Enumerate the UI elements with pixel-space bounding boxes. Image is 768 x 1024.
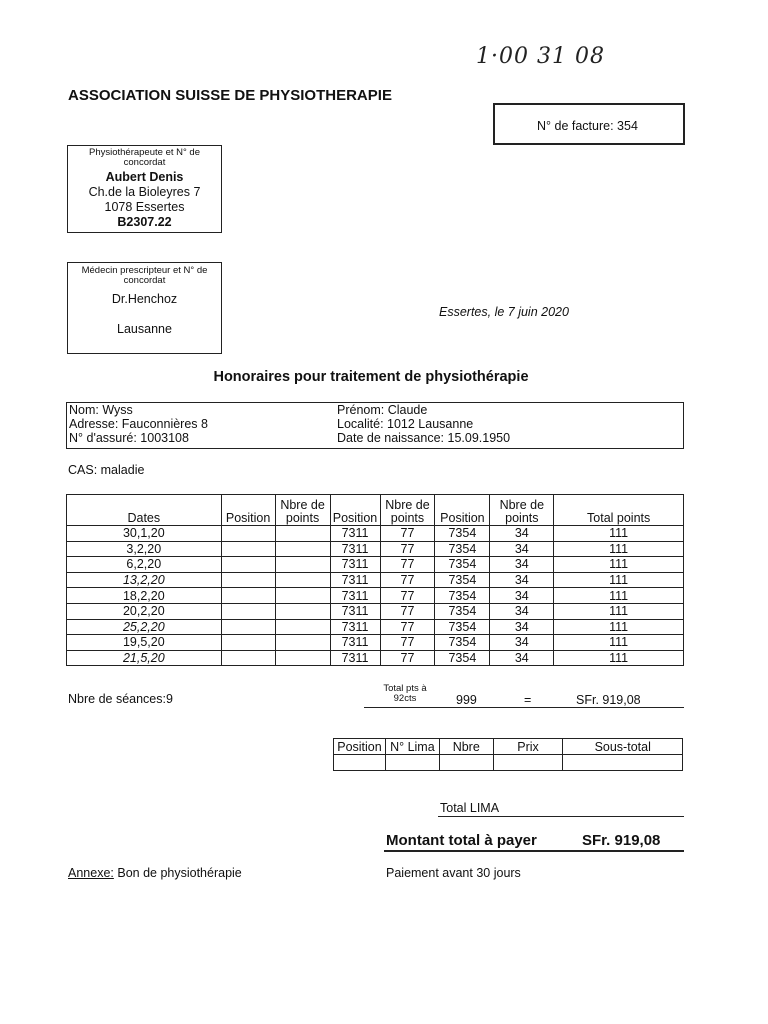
cell-total-points: 111	[554, 619, 684, 635]
cell-total-points: 111	[554, 541, 684, 557]
total-points-label-line1: Total pts à	[383, 683, 427, 694]
annexe-text: Bon de physiothérapie	[117, 866, 242, 880]
cell-position-3: 7354	[435, 557, 490, 573]
cell-date: 13,2,20	[67, 572, 222, 588]
patient-birthdate: Date de naissance: 15.09.1950	[337, 431, 511, 445]
patient-insured-number: N° d'assuré: 1003108	[69, 431, 189, 445]
table-row	[67, 603, 684, 619]
header-dates: Dates	[67, 495, 222, 526]
cell-position-1	[221, 650, 275, 666]
therapist-name: Aubert Denis	[105, 170, 184, 184]
cell-points-1	[275, 572, 330, 588]
cell-points-1	[275, 541, 330, 557]
cell-total-points: 111	[554, 635, 684, 651]
cell-position-3: 7354	[435, 635, 490, 651]
handwritten-reference: 1·00 31 08	[476, 44, 605, 69]
patient-info-box	[66, 402, 684, 449]
therapist-concordat: B2307.22	[117, 215, 172, 229]
cell-date: 18,2,20	[67, 588, 222, 604]
lima-header-number: N° Lima	[385, 739, 439, 755]
total-points-label-line2: 92cts	[393, 693, 417, 704]
cell-points-3: 34	[490, 588, 554, 604]
payment-terms: Paiement avant 30 jours	[386, 866, 521, 880]
cell-position-2: 7311	[330, 603, 380, 619]
cell-position-3: 7354	[435, 588, 490, 604]
cell-points-1	[275, 603, 330, 619]
total-points-value: 999	[456, 693, 477, 707]
cell-position-1	[221, 635, 275, 651]
table-row	[67, 588, 684, 604]
table-row	[67, 557, 684, 573]
cell-total-points: 111	[554, 588, 684, 604]
total-points-rule	[364, 707, 684, 708]
cell-points-1	[275, 635, 330, 651]
patient-address: Adresse: Fauconnières 8	[69, 417, 208, 431]
cell-points-1	[275, 588, 330, 604]
cell-position-2: 7311	[330, 588, 380, 604]
cell-points-3: 34	[490, 603, 554, 619]
cell-position-3: 7354	[435, 526, 490, 542]
cell-points-3: 34	[490, 526, 554, 542]
cell-points-3: 34	[490, 635, 554, 651]
table-row	[67, 619, 684, 635]
total-points-label	[380, 684, 430, 704]
table-row	[67, 526, 684, 542]
cell-position-3: 7354	[435, 603, 490, 619]
header-position-3: Position	[435, 495, 490, 526]
cell-points-2: 77	[380, 557, 435, 573]
lima-table	[333, 738, 683, 771]
cell-total-points: 111	[554, 526, 684, 542]
cell-position-3: 7354	[435, 650, 490, 666]
total-lima-label: Total LIMA	[440, 801, 500, 815]
header-points-1: Nbre de points	[275, 495, 330, 526]
cell-position-1	[221, 541, 275, 557]
cell-points-2: 77	[380, 650, 435, 666]
invoice-number: N° de facture: 354	[537, 119, 638, 133]
cell-date: 20,2,20	[67, 603, 222, 619]
annexe-label: Annexe:	[68, 866, 114, 880]
cell-points-2: 77	[380, 572, 435, 588]
cell-points-2: 77	[380, 526, 435, 542]
doctor-label: Médecin prescripteur et N° de concordat	[81, 265, 208, 286]
total-to-pay-label: Montant total à payer	[386, 832, 537, 849]
table-row	[67, 572, 684, 588]
cell-points-1	[275, 619, 330, 635]
cell-points-3: 34	[490, 619, 554, 635]
treatments-table	[66, 494, 684, 666]
cell-points-3: 34	[490, 650, 554, 666]
header-points-2: Nbre de points	[380, 495, 435, 526]
cell-points-2: 77	[380, 603, 435, 619]
table-row	[334, 755, 683, 771]
header-total-points: Total points	[554, 495, 684, 526]
cell-position-3: 7354	[435, 572, 490, 588]
cell-position-2: 7311	[330, 541, 380, 557]
cell-position-2: 7311	[330, 572, 380, 588]
table-row	[67, 541, 684, 557]
equals-sign: =	[524, 693, 532, 707]
cell-date: 19,5,20	[67, 635, 222, 651]
case-type: CAS: maladie	[68, 463, 145, 477]
table-row	[67, 635, 684, 651]
cell-date: 6,2,20	[67, 557, 222, 573]
patient-locality: Localité: 1012 Lausanne	[337, 417, 474, 431]
annexe	[68, 866, 242, 880]
total-to-pay-amount: SFr. 919,08	[582, 832, 661, 849]
cell-position-2: 7311	[330, 526, 380, 542]
cell-position-1	[221, 557, 275, 573]
cell-date: 30,1,20	[67, 526, 222, 542]
cell-points-3: 34	[490, 557, 554, 573]
cell-date: 3,2,20	[67, 541, 222, 557]
cell-total-points: 111	[554, 650, 684, 666]
cell-total-points: 111	[554, 572, 684, 588]
cell-total-points: 111	[554, 557, 684, 573]
cell-position-3: 7354	[435, 541, 490, 557]
invoice-number-box	[493, 103, 685, 145]
sessions-count: Nbre de séances:9	[68, 692, 173, 706]
lima-header-quantity: Nbre	[439, 739, 493, 755]
lima-header-price: Prix	[493, 739, 563, 755]
total-lima-rule	[438, 816, 684, 817]
therapist-box	[67, 145, 222, 233]
cell-position-1	[221, 526, 275, 542]
cell-points-2: 77	[380, 619, 435, 635]
doctor-name: Dr.Henchoz	[111, 292, 178, 306]
header-position-2: Position	[330, 495, 380, 526]
cell-position-1	[221, 572, 275, 588]
doctor-box	[67, 262, 222, 354]
table-row	[67, 650, 684, 666]
lima-header-position: Position	[334, 739, 386, 755]
cell-points-1	[275, 650, 330, 666]
cell-points-1	[275, 526, 330, 542]
header-position-1: Position	[221, 495, 275, 526]
cell-total-points: 111	[554, 603, 684, 619]
cell-position-2: 7311	[330, 557, 380, 573]
organization-title: ASSOCIATION SUISSE DE PHYSIOTHERAPIE	[68, 87, 392, 104]
cell-position-1	[221, 603, 275, 619]
cell-points-3: 34	[490, 572, 554, 588]
cell-position-2: 7311	[330, 619, 380, 635]
cell-points-2: 77	[380, 541, 435, 557]
cell-position-3: 7354	[435, 619, 490, 635]
lima-header-subtotal: Sous-total	[563, 739, 683, 755]
therapist-city: 1078 Essertes	[104, 200, 185, 214]
patient-name: Nom: Wyss	[69, 403, 133, 417]
place-date: Essertes, le 7 juin 2020	[439, 305, 569, 319]
cell-position-2: 7311	[330, 650, 380, 666]
cell-position-2: 7311	[330, 635, 380, 651]
cell-points-2: 77	[380, 635, 435, 651]
patient-firstname: Prénom: Claude	[337, 403, 428, 417]
therapist-street: Ch.de la Bioleyres 7	[88, 185, 201, 199]
cell-points-1	[275, 557, 330, 573]
cell-points-3: 34	[490, 541, 554, 557]
total-points-amount: SFr. 919,08	[576, 693, 641, 707]
total-to-pay-rule	[384, 850, 684, 852]
cell-date: 25,2,20	[67, 619, 222, 635]
header-points-3: Nbre de points	[490, 495, 554, 526]
cell-date: 21,5,20	[67, 650, 222, 666]
document-title: Honoraires pour traitement de physiothérapie	[213, 369, 529, 385]
doctor-city: Lausanne	[117, 322, 172, 336]
cell-points-2: 77	[380, 588, 435, 604]
therapist-label: Physiothérapeute et N° de concordat	[88, 147, 200, 168]
cell-position-1	[221, 588, 275, 604]
cell-position-1	[221, 619, 275, 635]
